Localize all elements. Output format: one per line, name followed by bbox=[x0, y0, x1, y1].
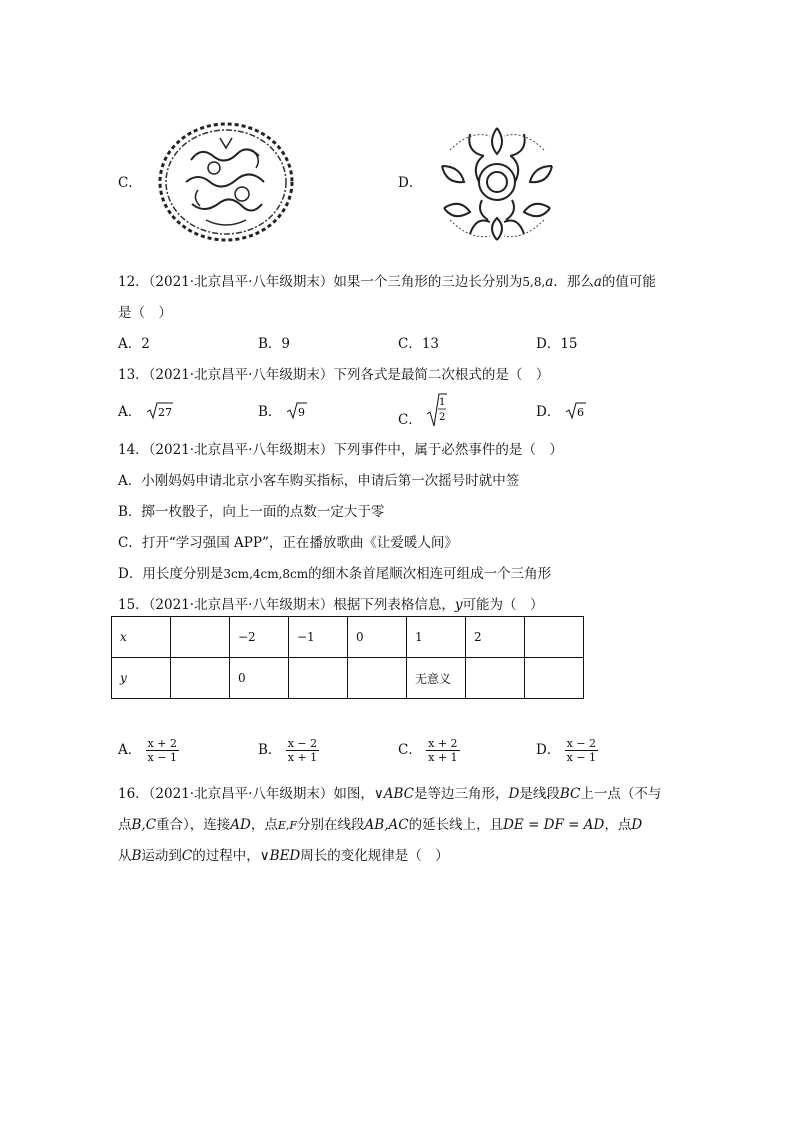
table-cell: −1 bbox=[289, 617, 348, 658]
table-cell: x bbox=[112, 617, 171, 658]
q16-text: ，点 bbox=[604, 817, 632, 833]
q16-text: ，点 bbox=[250, 817, 278, 833]
q15-frac-b-den: x + 1 bbox=[287, 751, 318, 764]
table-cell bbox=[171, 617, 230, 658]
q16-point-d: D bbox=[508, 786, 520, 802]
q15-fraction-a bbox=[146, 737, 179, 764]
table-row bbox=[112, 658, 584, 699]
q16-segment-ad: AD bbox=[230, 817, 251, 833]
q14-option-d bbox=[118, 562, 551, 582]
q13-option-c bbox=[398, 392, 448, 432]
q13-label-d: D． bbox=[536, 404, 561, 420]
q12-line2: 是（ ） bbox=[118, 305, 172, 321]
q15-frac-b-num: x − 2 bbox=[287, 737, 318, 750]
q13-sqrt-27 bbox=[146, 402, 174, 424]
table-cell: 1 bbox=[407, 617, 466, 658]
table-cell: 无意义 bbox=[407, 658, 466, 699]
q14-d-prefix: D．用长度分别是 bbox=[118, 566, 224, 582]
q12-text-end: 的值可能 bbox=[601, 274, 656, 290]
q12-var-a: a bbox=[545, 274, 554, 290]
q12-option-c: C．13 bbox=[398, 336, 440, 352]
q15-stem-prefix: 15．（2021·北京昌平·八年级期末）根据下列表格信息， bbox=[118, 597, 455, 613]
q16-text: 重合），连接 bbox=[156, 817, 231, 833]
q14-option-a: A．小刚妈妈申请北京小客车购买指标，申请后第一次摇号时就中签 bbox=[118, 473, 520, 489]
q14-option-c: C．打开“学习强国 APP”，正在播放歌曲《让爱暖人间》 bbox=[118, 535, 458, 551]
q13-sqrt-half bbox=[426, 392, 448, 432]
q16-point-b: B bbox=[131, 848, 142, 864]
table-cell bbox=[525, 617, 584, 658]
q12-sides: 5,8, bbox=[522, 275, 546, 289]
q15-var-y: y bbox=[454, 597, 463, 613]
q15-label-b: B． bbox=[258, 742, 282, 758]
q15-frac-d-den: x − 1 bbox=[566, 751, 597, 764]
q16-text: 是线段 bbox=[519, 786, 560, 802]
q16-segments: AB,AC bbox=[364, 817, 409, 833]
q13-option-d bbox=[536, 400, 587, 424]
q16-text: 上一点（不与 bbox=[580, 786, 662, 802]
q15-label-d: D． bbox=[536, 742, 561, 758]
q16-segment-bc: BC bbox=[559, 786, 581, 802]
q16-text: 的延长线上，且 bbox=[408, 817, 504, 833]
q14-d-lengths: 3cm,4cm,8cm bbox=[223, 567, 309, 581]
q16-text: 点 bbox=[118, 817, 132, 833]
q13-radicand-27: 27 bbox=[157, 405, 172, 419]
q13-sqrt-9 bbox=[286, 402, 308, 424]
table-cell bbox=[348, 658, 407, 699]
q16-line1 bbox=[118, 782, 661, 802]
q16-triangle-bed: ∨BED bbox=[259, 848, 301, 864]
q12-option-a: A．2 bbox=[118, 336, 150, 352]
table-cell: 0 bbox=[348, 617, 407, 658]
q15-fraction-c bbox=[426, 737, 459, 764]
q16-equation: DE = DF = AD bbox=[503, 817, 605, 833]
q16-text: 的过程中， bbox=[192, 848, 260, 864]
q14-d-suffix: 的细木条首尾顺次相连可组成一个三角形 bbox=[308, 566, 552, 582]
q15-fraction-d bbox=[565, 737, 598, 764]
q13-radicand-6: 6 bbox=[576, 405, 584, 419]
q12-text-suffix: ．那么 bbox=[553, 274, 594, 290]
q16-line3 bbox=[118, 844, 449, 864]
q16-triangle-abc: ∨ABC bbox=[373, 786, 415, 802]
q13-option-a bbox=[118, 400, 174, 424]
q15-frac-c-den: x + 1 bbox=[428, 751, 458, 764]
option-c-label: C． bbox=[118, 175, 142, 191]
q15-frac-a-num: x + 2 bbox=[147, 737, 177, 750]
table-row bbox=[112, 617, 584, 658]
q13-option-b bbox=[258, 400, 308, 424]
q15-stem bbox=[118, 593, 544, 613]
q16-point-c: C bbox=[181, 848, 193, 864]
circular-ornament-image bbox=[156, 120, 296, 244]
q13-sqrt-6 bbox=[565, 402, 587, 424]
flower-ornament-image bbox=[430, 120, 564, 248]
q16-text: 周长的变化规律是（ ） bbox=[300, 848, 449, 864]
q16-points-ef: E,F bbox=[277, 819, 298, 832]
q16-points-bc: B,C bbox=[131, 817, 157, 833]
q16-text: 分别在线段 bbox=[297, 817, 365, 833]
q12-text-prefix: 12．（2021·北京昌平·八年级期末）如果一个三角形的三边长分别为 bbox=[118, 274, 523, 290]
table-cell: −2 bbox=[230, 617, 289, 658]
q15-label-c: C． bbox=[398, 742, 422, 758]
table-cell bbox=[466, 658, 525, 699]
q13-label-b: B． bbox=[258, 404, 282, 420]
q15-option-c bbox=[398, 737, 460, 764]
q16-text: 运动到 bbox=[141, 848, 182, 864]
table-cell: y bbox=[112, 658, 171, 699]
q16-line2 bbox=[118, 813, 642, 833]
table-cell: 0 bbox=[230, 658, 289, 699]
table-cell bbox=[525, 658, 584, 699]
table-cell: 2 bbox=[466, 617, 525, 658]
q12-option-b: B．9 bbox=[258, 336, 291, 352]
q13-label-a: A． bbox=[118, 404, 142, 420]
q15-fraction-b bbox=[286, 737, 319, 764]
q15-option-d bbox=[536, 737, 598, 764]
q14-option-b: B．掷一枚骰子，向上一面的点数一定大于零 bbox=[118, 504, 385, 520]
q12-var-a-2: a bbox=[593, 274, 602, 290]
q13-frac-den: 2 bbox=[439, 412, 446, 423]
option-d-label: D． bbox=[398, 175, 423, 191]
q13-label-c: C． bbox=[398, 411, 422, 428]
q15-option-a bbox=[118, 737, 179, 764]
table-cell bbox=[171, 658, 230, 699]
q16-text: 16．（2021·北京昌平·八年级期末）如图， bbox=[118, 786, 374, 802]
q12-line1 bbox=[118, 270, 656, 290]
q15-frac-d-num: x − 2 bbox=[566, 737, 597, 750]
table-cell bbox=[289, 658, 348, 699]
q15-frac-c-num: x + 2 bbox=[428, 737, 458, 750]
q15-frac-a-den: x − 1 bbox=[147, 751, 177, 764]
q15-value-table bbox=[111, 616, 584, 699]
q12-option-d: D．15 bbox=[536, 336, 578, 352]
q16-text: 是等边三角形， bbox=[414, 786, 509, 802]
q15-label-a: A． bbox=[118, 742, 142, 758]
q13-radicand-9: 9 bbox=[297, 405, 305, 419]
q14-stem: 14．（2021·北京昌平·八年级期末）下列事件中，属于必然事件的是（ ） bbox=[118, 442, 563, 458]
q15-option-b bbox=[258, 737, 319, 764]
q16-text: 从 bbox=[118, 848, 132, 864]
q13-frac-num: 1 bbox=[439, 397, 446, 408]
q16-point-d-2: D bbox=[631, 817, 643, 833]
q15-stem-suffix: 可能为（ ） bbox=[462, 597, 544, 613]
q13-stem: 13．（2021·北京昌平·八年级期末）下列各式是最简二次根式的是（ ） bbox=[118, 367, 550, 383]
